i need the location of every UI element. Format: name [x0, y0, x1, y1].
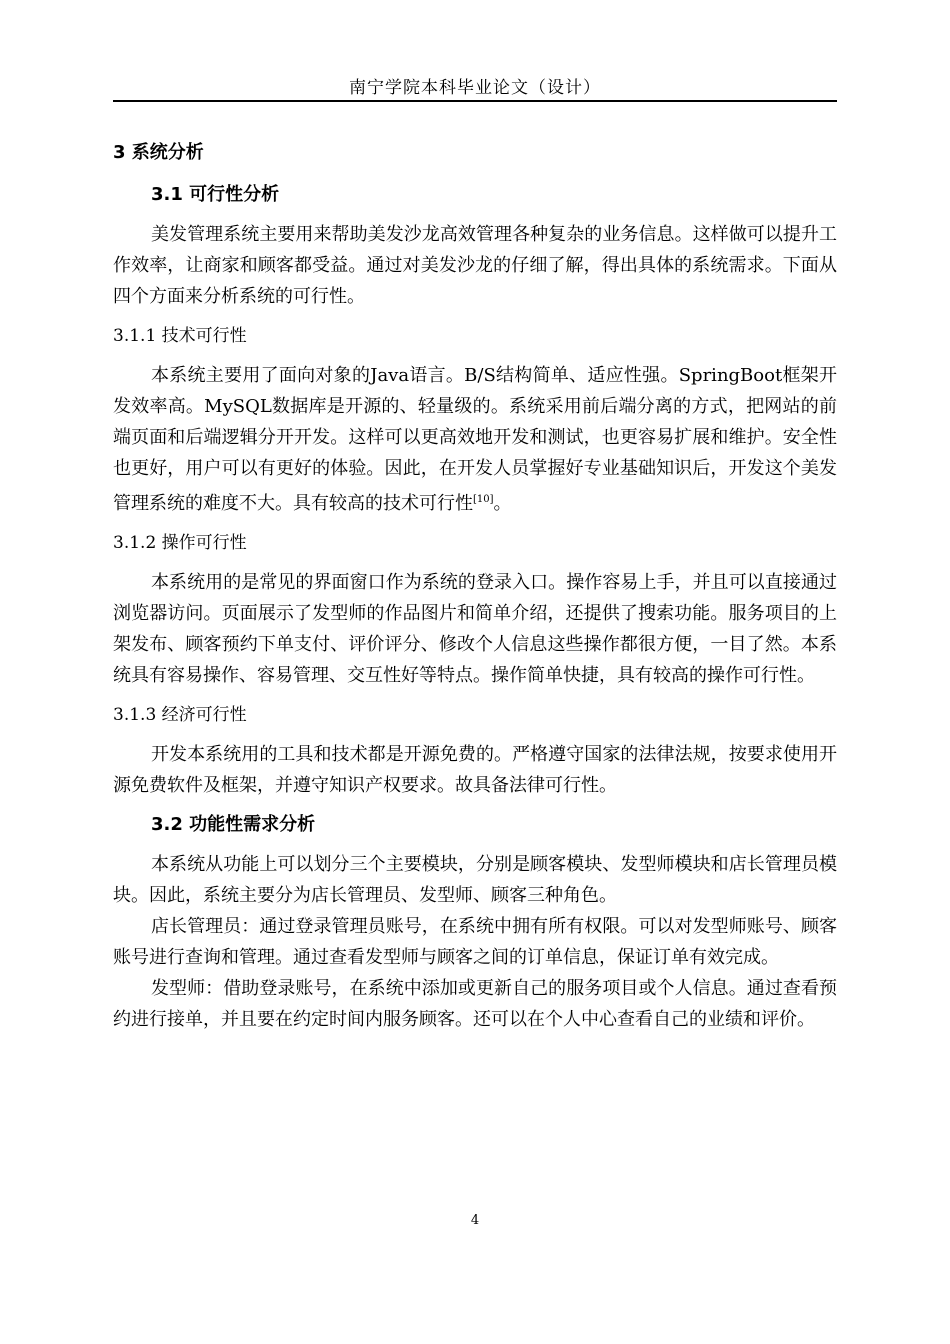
page-number: 4: [470, 1213, 480, 1228]
running-header: 南宁学院本科毕业论文（设计）: [349, 78, 601, 98]
paragraph-3-1-1-text: 本系统主要用了面向对象的Java语言。B/S结构简单、适应性强。SpringBoot框架开发效率高。MySQL数据库是开源的、轻量级的。系统采用前后端分离的方式，把网站的前端页面和后端逻辑分开开发。这样可以更高效地开发和测试，也更容易扩展和维护。安全性也更好，用户可以有更好的体验。因此，在开发人员掌握好专业基础知识后，开发这个美发管理系统的难度不大。具有较高的技术可行性: [113, 365, 837, 514]
paragraph-3-2-3: 发型师：借助登录账号，在系统中添加或更新自己的服务项目或个人信息。通过查看预约进行接单，并且要在约定时间内服务顾客。还可以在个人中心查看自己的业绩和评价。: [113, 978, 837, 1030]
paragraph-3-1-1: [113, 360, 837, 519]
header-rule: [113, 100, 837, 102]
paragraph-3-1-3: 开发本系统用的工具和技术都是开源免费的。严格遵守国家的法律法规，按要求使用开源免费软件及框架，并遵守知识产权要求。故具备法律可行性。: [113, 744, 837, 796]
paragraph-3-1-1-tail: 。: [493, 493, 512, 514]
citation-ref[interactable]: [10]: [473, 494, 494, 505]
paragraph-3-2-1: 本系统从功能上可以划分三个主要模块，分别是顾客模块、发型师模块和店长管理员模块。因此，系统主要分为店长管理员、发型师、顾客三种角色。: [113, 854, 837, 906]
page-body: [113, 135, 837, 1035]
section-heading-3-2: 3.2 功能性需求分析: [151, 814, 316, 835]
paragraph-3-1-2: 本系统用的是常见的界面窗口作为系统的登录入口。操作容易上手，并且可以直接通过浏览器访问。页面展示了发型师的作品图片和简单介绍，还提供了搜索功能。服务项目的上架发布、顾客预约下单支付、评价评分、修改个人信息这些操作都很方便，一目了然。本系统具有容易操作、容易管理、交互性好等特点。操作简单快捷，具有较高的操作可行性。: [113, 572, 837, 686]
subsection-heading-3-1-3: 3.1.3 经济可行性: [113, 705, 247, 725]
subsection-heading-3-1-1: 3.1.1 技术可行性: [113, 326, 247, 346]
subsection-heading-3-1-2: 3.1.2 操作可行性: [113, 533, 247, 553]
paragraph-3-1-intro: 美发管理系统主要用来帮助美发沙龙高效管理各种复杂的业务信息。这样做可以提升工作效率，让商家和顾客都受益。通过对美发沙龙的仔细了解，得出具体的系统需求。下面从四个方面来分析系统的可行性。: [113, 224, 837, 307]
section-heading-3-1: 3.1 可行性分析: [151, 184, 280, 205]
chapter-heading: 3 系统分析: [113, 142, 204, 163]
paragraph-3-2-2: 店长管理员：通过登录管理员账号，在系统中拥有所有权限。可以对发型师账号、顾客账号进行查询和管理。通过查看发型师与顾客之间的订单信息，保证订单有效完成。: [113, 916, 837, 968]
